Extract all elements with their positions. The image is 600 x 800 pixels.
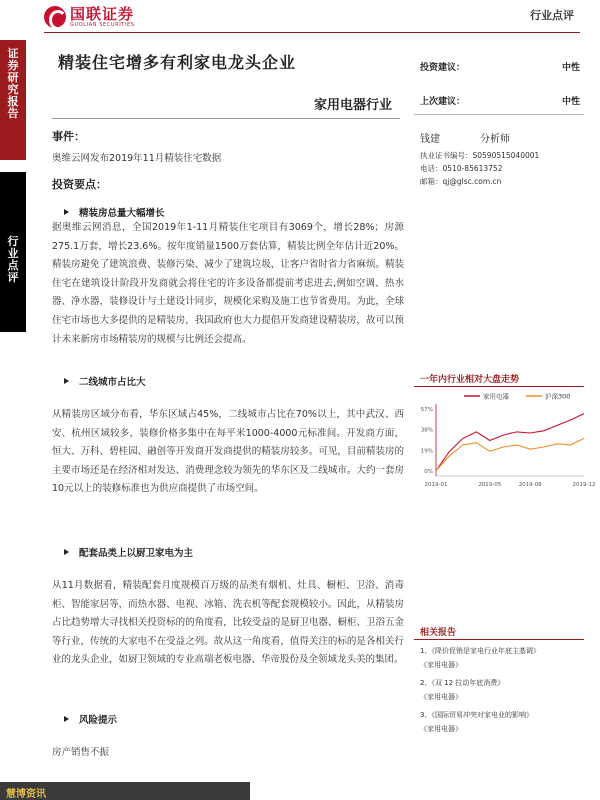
related-report-item[interactable]: 2、《双 12 拉动年底消费》 《家用电器》 [420, 679, 505, 701]
title-divider [52, 118, 400, 119]
section-heading: 二线城市占比大 [64, 374, 146, 388]
section-heading: 精装房总量大幅增长 [64, 205, 165, 219]
y-tick-label: 38% [420, 427, 433, 434]
footer-watermark: 慧博资讯 [6, 789, 46, 800]
side-tab-research-report: 证 券 研 究 报 告 [0, 40, 26, 160]
bullet-arrow-icon [64, 209, 69, 215]
y-tick-label: 19% [420, 448, 433, 455]
related-reports-divider [414, 639, 584, 640]
related-reports-list [420, 644, 590, 740]
x-tick-label: 2019-01 [424, 482, 448, 488]
related-report-item[interactable]: 3、《国际贸易冲突对家电业的影响》 《家用电器》 [420, 711, 533, 733]
report-type: 行业点评 [530, 9, 574, 22]
brand-name-en: GUOLIAN SECURITIES [70, 22, 135, 28]
bullet-arrow-icon [64, 378, 69, 384]
rating-current-label: 投资建议： [420, 63, 466, 73]
section-body: 从11月数据看，精装配套月度规模百万级的品类有烟机、灶具、橱柜、卫浴、消毒柜、智能家居等，而热水器、电视、冰箱、洗衣机等配套规模较小。因此，从精装房占比趋势增大寻找相关投资标的的角度看，比较受益的是厨卫电器、橱柜、卫浴五金等行业，传统的大家电不在受益之列。故从这一角度看，值得关注的标的是各相关行业的龙头企业，如厨卫领域的专业高端老板电器、华帝股份及全领域龙头美的集团。 [52, 580, 404, 666]
brand-name-cn: 国联证券 [70, 5, 135, 23]
section-body: 房产销售不振 [52, 747, 110, 758]
event-label: 事件： [52, 130, 85, 143]
analyst-license: 执业证书编号：S0590515040001 [420, 151, 540, 160]
analyst-phone: 电话：0510-85613752 [420, 164, 503, 173]
relative-performance-chart [414, 390, 596, 500]
brand-logo [44, 6, 135, 28]
legend-label: 家用电器 [483, 392, 509, 401]
y-tick-label: 0% [424, 468, 433, 475]
analyst-role: 分析师 [480, 134, 510, 145]
y-tick-label: 57% [420, 407, 433, 414]
chart-title: 一年内行业相对大盘走势 [420, 375, 520, 385]
series-line [436, 414, 584, 471]
rating-previous-value: 中性 [561, 97, 580, 107]
page-title: 精装住宅增多有利家电龙头企业 [58, 53, 297, 72]
rating-current-value: 中性 [561, 63, 580, 73]
analyst-info [420, 130, 590, 188]
section-body: 据奥维云网消息，全国2019年1-11月精装住宅项目有3069个，增长28%；房源275.1万套，增长23.6%。按年度销量1500万套估算，精装比例全年估计近20%。精装房避免了建筑浪费、装修污染、减少了建筑垃圾，让客户省时省力省麻烦。精装住宅在建筑设计阶段开发商就会将住宅的许多设备都提前考虑进去,例如空调、热水器、净水器，装修设计与土建设计同步，规模化采购及施工也节省费用。为此，全球住宅市场也大多提供的是精装房，我国政府也大力提倡开发商建设精装房，故可以预计未来新房市场精装房的规模与比例还会提高。 [52, 222, 404, 345]
footer [0, 782, 600, 800]
chart-title-divider [414, 386, 584, 387]
legend-label: 沪深300 [545, 392, 571, 401]
related-report-item[interactable]: 1、《降价促销是家电行业年底主基调》 《家用电器》 [420, 647, 540, 669]
section-body: 从精装房区域分布看，华东区域占45%，二线城市占比在70%以上，其中武汉、西安、杭州区域较多，装修价格多集中在每平米1000-4000元标准间。开发商方面，恒大、万科、碧桂园、融创等开发商开发商提供的精装房较多。可见，目前精装房的主要市场还是在经济相对发达、消费理念较为领先的华东区及二线城市。大约一套房10元以上的装修标准也为供应商提供了市场空间。 [52, 409, 404, 495]
section-heading: 风险提示 [64, 712, 117, 726]
x-tick-label: 2019-05 [478, 482, 502, 488]
points-label: 投资要点： [52, 178, 107, 191]
brand-logo-icon [44, 6, 66, 28]
analyst-name: 钱建 [420, 134, 440, 145]
rating-previous-label: 上次建议： [420, 97, 466, 107]
bullet-arrow-icon [64, 716, 69, 722]
x-tick-label: 2019-08 [518, 482, 542, 488]
bullet-arrow-icon [64, 549, 69, 555]
x-tick-label: 2019-12 [572, 482, 596, 488]
rating-previous [420, 94, 580, 107]
header-divider [44, 32, 580, 33]
rating-current [420, 60, 580, 73]
event-text: 奥维云网发布2019年11月精装住宅数据 [52, 153, 222, 164]
related-reports-title: 相关报告 [420, 628, 457, 638]
industry-name: 家用电器行业 [313, 98, 392, 113]
side-tab-industry-review: 行 业 点 评 [0, 172, 26, 332]
section-heading: 配套品类上以厨卫家电为主 [64, 545, 193, 559]
rating-divider [414, 114, 584, 115]
analyst-email[interactable]: 邮箱：qj@glsc.com.cn [420, 177, 502, 186]
